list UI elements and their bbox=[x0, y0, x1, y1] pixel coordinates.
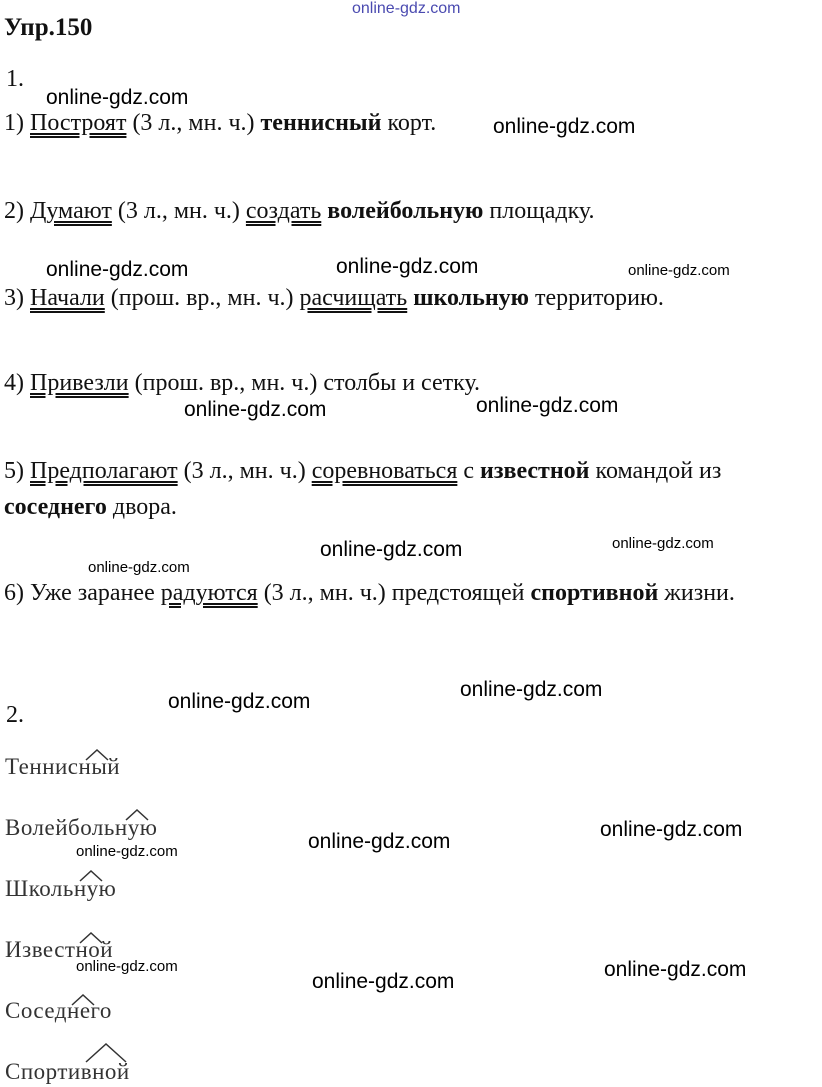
sentence-2 bbox=[4, 194, 595, 228]
sentence-tail: корт. bbox=[387, 110, 437, 136]
infinitive: расчищать bbox=[299, 285, 408, 311]
sentence-number: 2) bbox=[4, 198, 24, 224]
watermark: online-gdz.com bbox=[600, 818, 743, 841]
sentence-4 bbox=[4, 366, 480, 400]
predicate: Начали bbox=[30, 285, 105, 311]
suffix-arc-mark bbox=[78, 931, 104, 945]
watermark: online-gdz.com bbox=[308, 830, 451, 853]
suffix-arc-mark bbox=[84, 1042, 128, 1064]
watermark: online-gdz.com bbox=[460, 678, 603, 701]
sentence-tail: двора. bbox=[112, 494, 177, 520]
predicate: Построят bbox=[30, 110, 127, 136]
watermark: online-gdz.com bbox=[493, 115, 636, 138]
morpheme-word: Школьную bbox=[5, 876, 117, 901]
sentence-6 bbox=[4, 576, 822, 610]
sentence-pre: Уже заранее bbox=[30, 580, 155, 606]
exercise-title: Упр.150 bbox=[4, 14, 93, 41]
grammar-note: (3 л., мн. ч.) bbox=[132, 110, 255, 136]
adjective: теннисный bbox=[260, 110, 382, 136]
predicate: Привезли bbox=[30, 370, 129, 396]
sentence-5 bbox=[4, 454, 721, 488]
suffix-arc-mark bbox=[124, 808, 150, 822]
sentence-tail: площадку. bbox=[489, 198, 595, 224]
sentence-number: 1) bbox=[4, 110, 24, 136]
grammar-note: (прош. вр., мн. ч.) bbox=[110, 285, 294, 311]
morpheme-word: Спортивной bbox=[5, 1059, 130, 1084]
watermark: online-gdz.com bbox=[46, 258, 189, 281]
morpheme-word: Теннисный bbox=[5, 754, 121, 779]
predicate: Предполагают bbox=[30, 458, 178, 484]
grammar-note: (3 л., мн. ч.) bbox=[263, 580, 386, 606]
suffix-arc-mark bbox=[84, 748, 110, 762]
watermark: online-gdz.com bbox=[320, 538, 463, 561]
sentence-tail: столбы и сетку. bbox=[323, 370, 481, 396]
grammar-note: (3 л., мн. ч.) bbox=[183, 458, 306, 484]
adjective: соседнего bbox=[4, 494, 107, 520]
sentence-number: 3) bbox=[4, 285, 24, 311]
suffix-arc-mark bbox=[78, 869, 104, 883]
watermark: online-gdz.com bbox=[88, 559, 190, 576]
predicate: радуются bbox=[160, 580, 258, 606]
sentence-3 bbox=[4, 281, 664, 315]
watermark: online-gdz.com bbox=[46, 86, 189, 109]
part1-label: 1. bbox=[6, 66, 24, 92]
grammar-note: (прош. вр., мн. ч.) bbox=[134, 370, 318, 396]
morpheme-word: Известной bbox=[5, 937, 114, 962]
sentence-5-cont bbox=[4, 490, 177, 524]
watermark: online-gdz.com bbox=[168, 690, 311, 713]
infinitive: соревноваться bbox=[311, 458, 458, 484]
watermark: online-gdz.com bbox=[612, 535, 714, 552]
sentence-1 bbox=[4, 106, 436, 140]
watermark: online-gdz.com bbox=[312, 970, 455, 993]
sentence-number: 6) bbox=[4, 580, 24, 606]
watermark: online-gdz.com bbox=[76, 958, 178, 975]
infinitive: создать bbox=[245, 198, 322, 224]
watermark: online-gdz.com bbox=[352, 0, 461, 17]
watermark: online-gdz.com bbox=[76, 843, 178, 860]
sentence-tail: жизни. bbox=[664, 580, 735, 606]
participle: предстоящей bbox=[391, 580, 525, 606]
sentence-tail: командой из bbox=[595, 458, 722, 484]
watermark: online-gdz.com bbox=[184, 398, 327, 421]
sentence-tail: территорию. bbox=[535, 285, 664, 311]
watermark: online-gdz.com bbox=[604, 958, 747, 981]
morpheme-word: Волейбольную bbox=[5, 815, 158, 840]
grammar-note: (3 л., мн. ч.) bbox=[117, 198, 240, 224]
watermark: online-gdz.com bbox=[628, 262, 730, 279]
adjective: школьную bbox=[413, 285, 529, 311]
morpheme-word: Соседнего bbox=[5, 998, 112, 1023]
adjective: известной bbox=[480, 458, 590, 484]
part2-label: 2. bbox=[6, 702, 24, 728]
suffix-arc-mark bbox=[70, 993, 96, 1007]
watermark: online-gdz.com bbox=[476, 394, 619, 417]
predicate: Думают bbox=[30, 198, 112, 224]
sentence-number: 5) bbox=[4, 458, 24, 484]
adjective: спортивной bbox=[530, 580, 659, 606]
watermark: online-gdz.com bbox=[336, 255, 479, 278]
preposition: с bbox=[463, 458, 475, 484]
sentence-number: 4) bbox=[4, 370, 24, 396]
adjective: волейбольную bbox=[327, 198, 484, 224]
